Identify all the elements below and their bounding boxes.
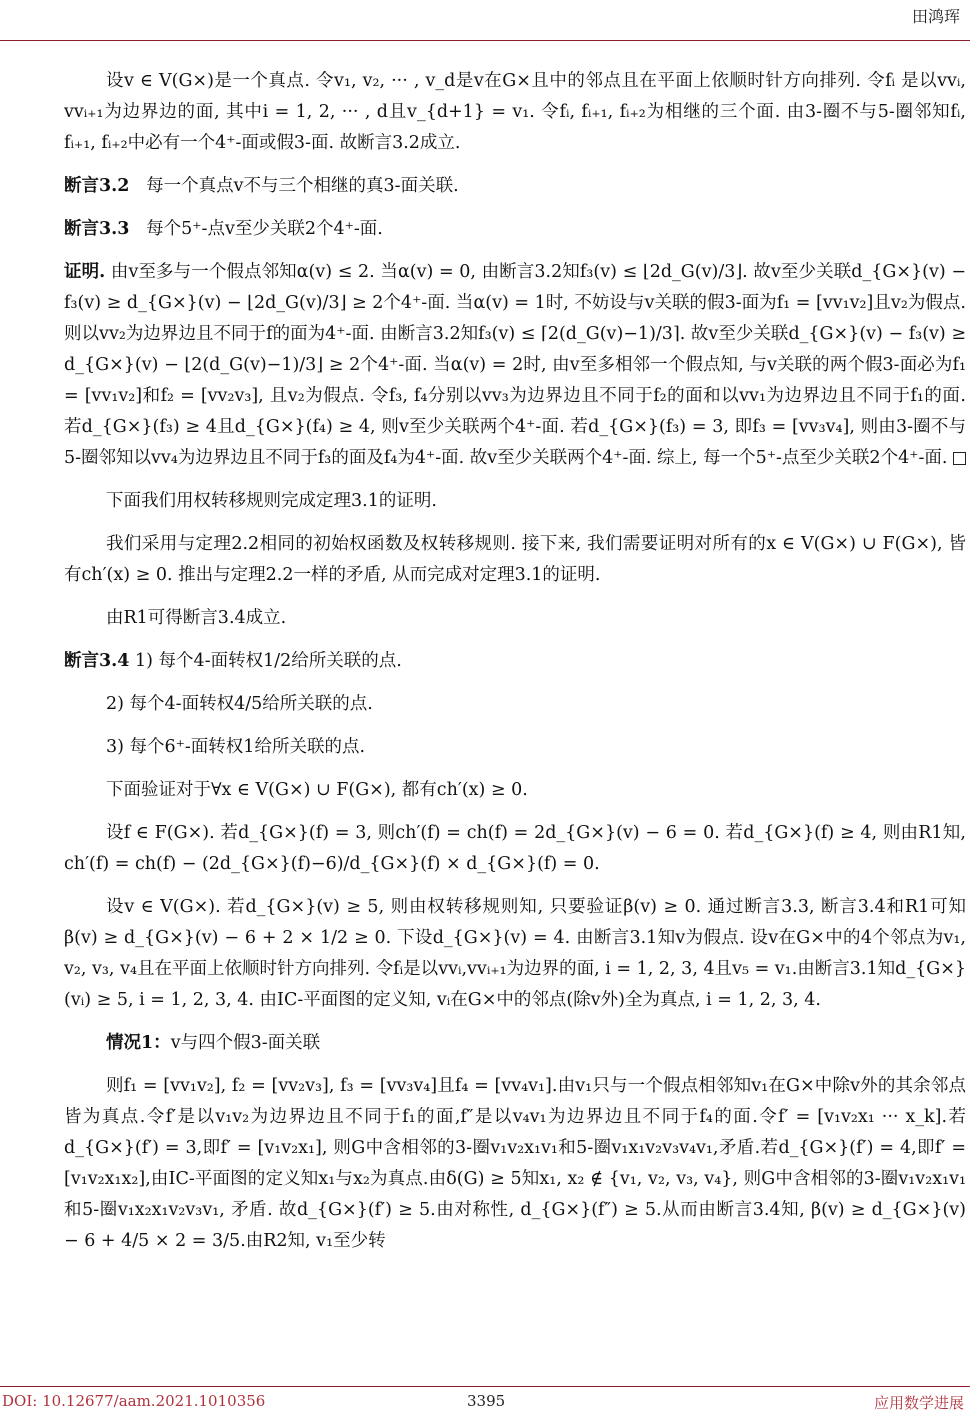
claim-3-4-item-1: 1) 每个4-面转权1/2给所关联的点. xyxy=(135,651,402,671)
footer-page-number: 3395 xyxy=(467,1392,506,1410)
claim-3-3-text: 每个5⁺-点v至少关联2个4⁺-面. xyxy=(146,219,383,239)
proof-text: 由v至多与一个假点邻知α(v) ≤ 2. 当α(v) = 0, 由断言3.2知f₃(v) ≤ ⌊2d_G(v)/3⌋. 故v至少关联d_{G×}(v) − f₃(v) ≥ d_{G×}(v) − ⌊2d_G(v)/3⌋ ≥ 2个4⁺-面. 当α(v) = 1时, 不妨设与v关联的假3-面为f₁ = [vv₁v₂]且v₂为假点. 则以vv₂为边界边且不同于f的面为4⁺-面. 由断言3.2知f₃(v) ≤ ⌈2(d_G(v)−1)/3⌉. 故v至少关联d_{G×}(v) − f₃(v) ≥ d_{G×}(v) − ⌊2(d_G(v)−1)/3⌋ ≥ 2个4⁺-面. 当α(v) = 2时, 由v至多相邻一个假点知, 与v关联的两个假3-面必为f₁ = [vv₁v₂]和f₂ = [vv₂v₃], 且v₂为假点. 令f₃, f₄分别以vv₃为边界边且不同于f₂的面和以vv₁为边界边且不同于f₁的面. 若d_{G×}(f₃) ≥ 4且d_{G×}(f₄) ≥ 4, 则v至少关联两个4⁺-面. 若d_{G×}(f₃) = 3, 即f₃ = [vv₃v₄], 则由3-圈不与5-圈邻知以vv₄为边界边且不同于f₃的面及f₄为4⁺-面. 故v至少关联两个4⁺-面. 综上, 每一个5⁺-点至少关联2个4⁺-面. xyxy=(64,262,966,468)
proof-claim-3-3 xyxy=(64,257,966,474)
paragraph-vertex-case: 设v ∈ V(G×). 若d_{G×}(v) ≥ 5, 则由权转移规则知, 只要验证β(v) ≥ 0. 通过断言3.3, 断言3.4和R1可知β(v) ≥ d_{G×}(v) − 6 + 2 × 1/2 ≥ 0. 下设d_{G×}(v) = 4. 由断言3.1知v为假点. 设v在G×中的4个邻点为v₁, v₂, v₃, v₄且在平面上依顺时针方向排列. 令fᵢ是以vvᵢ,vvᵢ₊₁为边界的面, i = 1, 2, 3, 4且v₅ = v₁.由断言3.1知d_{G×}(vᵢ) ≥ 5, i = 1, 2, 3, 4. 由IC-平面图的定义知, vᵢ在G×中的邻点(除v外)全为真点, i = 1, 2, 3, 4. xyxy=(64,897,966,1010)
footer-rule xyxy=(0,1386,970,1387)
paragraph-initial-weights: 我们采用与定理2.2相同的初始权函数及权转移规则. 接下来, 我们需要证明对所有的x ∈ V(G×) ∪ F(G×), 皆有ch′(x) ≥ 0. 推出与定理2.2一样的矛盾, 从而完成对定理3.1的证明. xyxy=(64,534,966,585)
paragraph-true-vertex-setup: 设v ∈ V(G×)是一个真点. 令v₁, v₂, ··· , v_d是v在G×且中的邻点且在平面上依顺时针方向排列. 令fᵢ 是以vvᵢ, vvᵢ₊₁为边界边的面, 其中i = 1, 2, ··· , d且v_{d+1} = v₁. 令fᵢ, fᵢ₊₁, fᵢ₊₂为相继的三个面. 由3-圈不与5-圈邻知fᵢ, fᵢ₊₁, fᵢ₊₂中必有一个4⁺-面或假3-面. 故断言3.2成立. xyxy=(64,71,966,153)
case-1-heading xyxy=(64,1028,966,1059)
claim-3-2 xyxy=(64,171,966,202)
header-rule xyxy=(0,40,970,41)
paragraph-face-case: 设f ∈ F(G×). 若d_{G×}(f) = 3, 则ch′(f) = ch(f) = 2d_{G×}(v) − 6 = 0. 若d_{G×}(f) ≥ 4, 则由R1知, ch′(f) = ch(f) − (2d_{G×}(f)−6)/d_{G×}(f) × d_{G×}(f) = 0. xyxy=(64,823,966,874)
claim-3-4-item-3: 3) 每个6⁺-面转权1给所关联的点. xyxy=(106,737,366,757)
claim-3-2-text: 每一个真点v不与三个相继的真3-面关联. xyxy=(146,176,459,196)
page-body xyxy=(64,66,966,1269)
proof-label: 证明. xyxy=(64,262,106,282)
case-1-label: 情况1： xyxy=(106,1033,171,1053)
paragraph-weight-rules: 下面我们用权转移规则完成定理3.1的证明. xyxy=(106,491,437,511)
footer-journal-name: 应用数学进展 xyxy=(873,1394,964,1412)
paragraph-r1: 由R1可得断言3.4成立. xyxy=(106,608,287,628)
qed-square-icon xyxy=(953,452,966,465)
running-header-author: 田鸿珲 xyxy=(911,7,960,26)
case-1-text: v与四个假3-面关联 xyxy=(170,1033,321,1053)
claim-3-3-label: 断言3.3 xyxy=(64,219,130,239)
claim-3-3 xyxy=(64,214,966,245)
paragraph-case-1: 则f₁ = [vv₁v₂], f₂ = [vv₂v₃], f₃ = [vv₃v₄]且f₄ = [vv₄v₁].由v₁只与一个假点相邻知v₁在G×中除v外的其余邻点皆为真点.令f′是以v₁v₂为边界边且不同于f₁的面,f″是以v₄v₁为边界边且不同于f₄的面.令f′ = [v₁v₂x₁ ··· x_k].若d_{G×}(f′) = 3,即f′ = [v₁v₂x₁], 则G中含相邻的3-圈v₁v₂x₁v₁和5-圈v₁x₁v₂v₃v₄v₁,矛盾.若d_{G×}(f′) = 4,即f′ = [v₁v₂x₁x₂],由IC-平面图的定义知x₁与x₂为真点.由δ(G) ≥ 5知x₁, x₂ ∉ {v₁, v₂, v₃, v₄}, 则G中含相邻的3-圈v₁v₂x₁v₁和5-圈v₁x₂x₁v₂v₃v₁, 矛盾. 故d_{G×}(f′) ≥ 5.由对称性, d_{G×}(f″) ≥ 5.从而由断言3.4知, β(v) ≥ d_{G×}(v) − 6 + 4/5 × 2 = 3/5.由R2知, v₁至少转 xyxy=(64,1076,966,1251)
claim-3-4-item-2: 2) 每个4-面转权4/5给所关联的点. xyxy=(106,694,373,714)
paragraph-verify: 下面验证对于∀x ∈ V(G×) ∪ F(G×), 都有ch′(x) ≥ 0. xyxy=(106,780,528,800)
claim-3-4-label: 断言3.4 xyxy=(64,651,130,671)
claim-3-4 xyxy=(64,646,966,677)
claim-3-2-label: 断言3.2 xyxy=(64,176,130,196)
footer-doi-link[interactable]: DOI: 10.12677/aam.2021.1010356 xyxy=(2,1392,266,1410)
page-footer xyxy=(0,1392,970,1412)
